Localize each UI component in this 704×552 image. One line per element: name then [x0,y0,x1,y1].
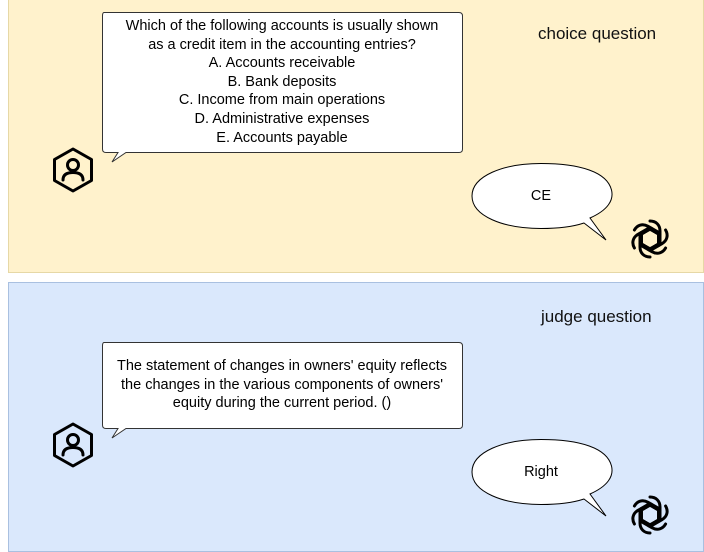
user-hexagon-icon [50,146,96,194]
question-line: as a credit item in the accounting entries? [148,36,416,53]
choice-answer-bubble [470,160,615,244]
option-d: D. Administrative expenses [194,110,370,127]
choice-question-title: choice question [538,24,657,43]
judge-answer-bubble [470,436,615,520]
question-line: Which of the following accounts is usually shown [125,18,439,34]
judge-question-title: judge question [541,307,652,326]
choice-question-text [103,17,461,147]
choice-question-callout [100,12,466,164]
option-e: E. Accounts payable [216,129,348,146]
question-line: equity during the current period. () [172,395,392,412]
question-line: the changes in the various components of owners' [121,376,443,393]
openai-logo-icon [626,491,674,539]
judge-question-text [103,357,461,413]
option-b: B. Bank deposits [227,73,337,90]
choice-answer-text: CE [530,188,552,204]
openai-logo-icon [626,215,674,263]
option-c: C. Income from main operations [178,92,386,109]
judge-answer-text: Right [524,464,558,480]
option-a: A. Accounts receivable [208,55,356,72]
user-hexagon-icon [50,421,96,469]
judge-question-callout [100,342,466,440]
question-line: The statement of changes in owners' equity reflects [117,358,447,374]
